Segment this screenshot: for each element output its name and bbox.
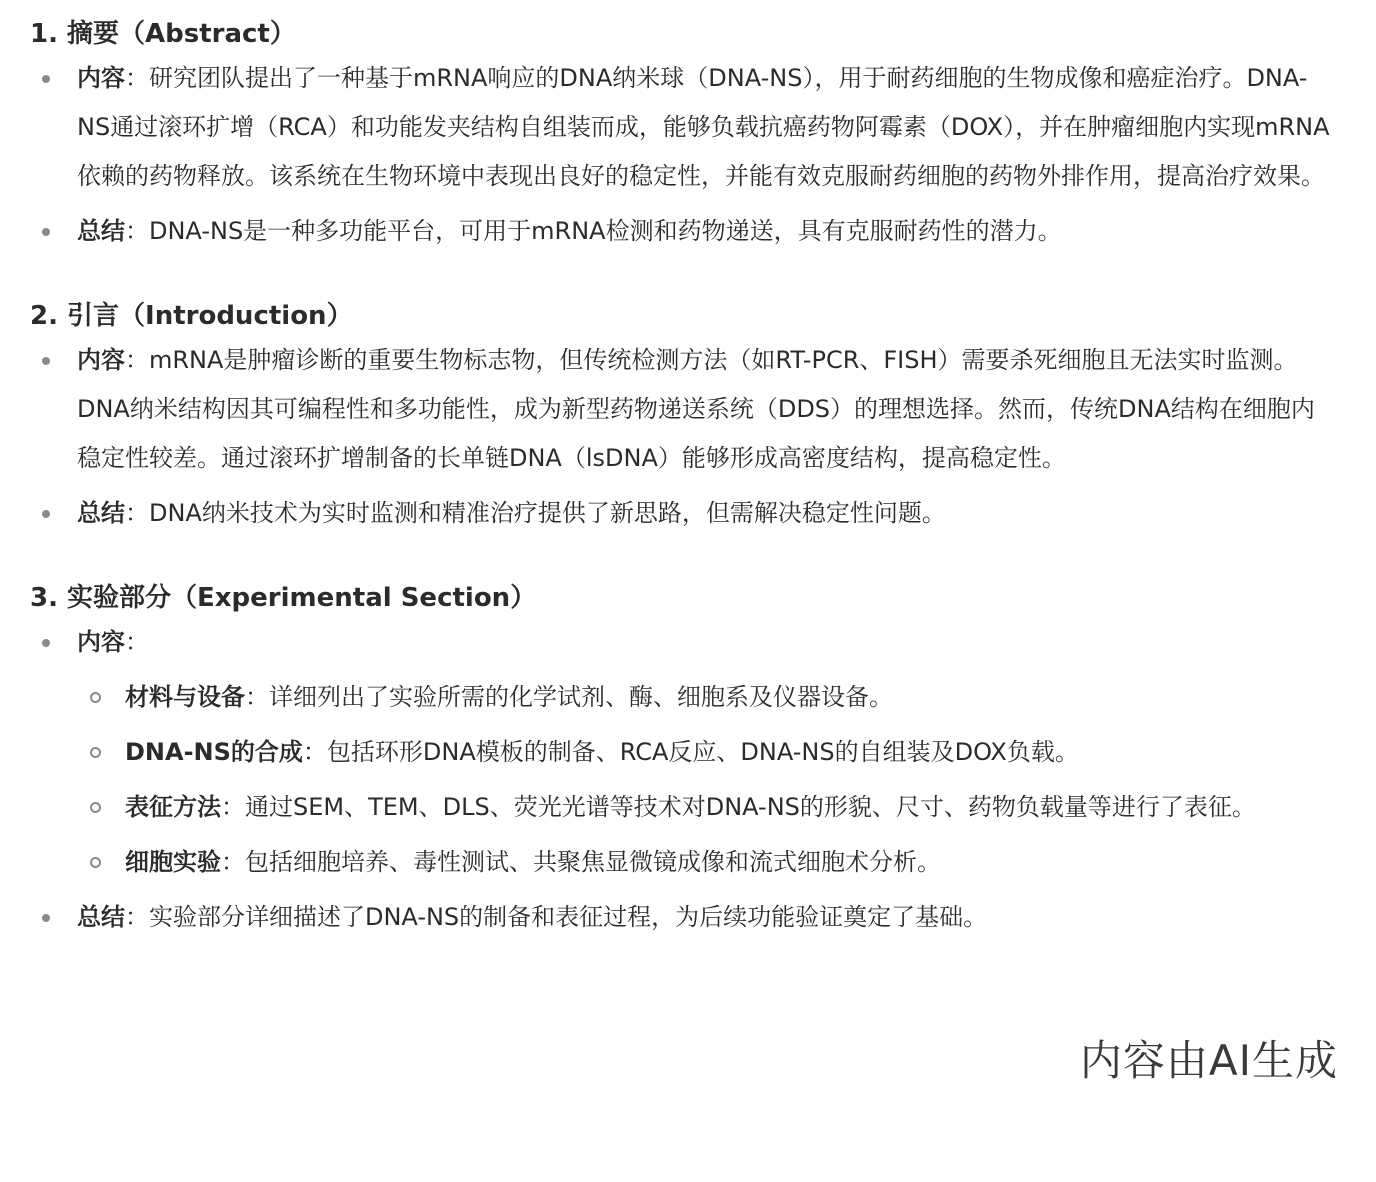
item-separator: ： bbox=[125, 346, 149, 374]
abstract-list bbox=[30, 54, 1330, 256]
item-text: DNA纳米技术为实时监测和精准治疗提供了新思路，但需解决稳定性问题。 bbox=[149, 499, 946, 527]
sub-item-text: 通过SEM、TEM、DLS、荧光光谱等技术对DNA-NS的形貌、尺寸、药物负载量等进行了表征。 bbox=[245, 793, 1256, 821]
list-item bbox=[30, 893, 1330, 942]
list-item bbox=[30, 618, 1330, 887]
list-item bbox=[30, 489, 1330, 538]
item-separator: ： bbox=[125, 64, 149, 92]
sub-item-text: 详细列出了实验所需的化学试剂、酶、细胞系及仪器设备。 bbox=[269, 683, 893, 711]
section-title-experimental: 3. 实验部分（Experimental Section） bbox=[30, 583, 537, 613]
sub-item-text: 包括环形DNA模板的制备、RCA反应、DNA-NS的自组装及DOX负载。 bbox=[326, 738, 1079, 766]
sub-item-text: 包括细胞培养、毒性测试、共聚焦显微镜成像和流式细胞术分析。 bbox=[245, 848, 941, 876]
section-title-introduction: 2. 引言（Introduction） bbox=[30, 301, 353, 331]
item-label: 内容 bbox=[77, 64, 125, 92]
experimental-list bbox=[30, 618, 1330, 942]
sublist-item bbox=[77, 673, 1330, 722]
item-text: DNA-NS是一种多功能平台，可用于mRNA检测和药物递送，具有克服耐药性的潜力。 bbox=[149, 217, 1062, 245]
item-label: 总结 bbox=[77, 903, 125, 931]
item-text: 实验部分详细描述了DNA-NS的制备和表征过程，为后续功能验证奠定了基础。 bbox=[149, 903, 988, 931]
list-item bbox=[30, 207, 1330, 256]
sub-item-label: 细胞实验 bbox=[125, 848, 221, 876]
item-label: 总结 bbox=[77, 217, 125, 245]
item-separator: ： bbox=[125, 499, 149, 527]
item-text: mRNA是肿瘤诊断的重要生物标志物，但传统检测方法（如RT-PCR、FISH）需要杀死细胞且无法实时监测。DNA纳米结构因其可编程性和多功能性，成为新型药物递送系统（DDS）的理想选择。然而，传统DNA结构在细胞内稳定性较差。通过滚环扩增制备的长单链DNA（lsDNA）能够形成高密度结构，提高稳定性。 bbox=[77, 346, 1315, 472]
item-separator: ： bbox=[125, 628, 149, 656]
sub-item-separator: ： bbox=[221, 848, 245, 876]
sub-item-separator: ： bbox=[302, 738, 327, 766]
sub-item-label: 表征方法 bbox=[125, 793, 221, 821]
sub-item-label: DNA-NS的合成 bbox=[125, 738, 303, 766]
item-separator: ： bbox=[125, 217, 149, 245]
sublist-item bbox=[77, 728, 1330, 777]
item-label: 内容 bbox=[77, 346, 125, 374]
section-title-abstract: 1. 摘要（Abstract） bbox=[30, 19, 296, 49]
item-separator: ： bbox=[125, 903, 149, 931]
sublist-item bbox=[77, 838, 1330, 887]
sublist-item bbox=[77, 783, 1330, 832]
experimental-sublist bbox=[77, 673, 1330, 887]
list-item bbox=[30, 54, 1330, 201]
sub-item-separator: ： bbox=[245, 683, 269, 711]
ai-generated-watermark: 内容由AI生成 bbox=[1079, 1036, 1338, 1085]
sub-item-label: 材料与设备 bbox=[125, 683, 245, 711]
item-label: 内容 bbox=[77, 628, 125, 656]
item-text: 研究团队提出了一种基于mRNA响应的DNA纳米球（DNA-NS），用于耐药细胞的生物成像和癌症治疗。DNA-NS通过滚环扩增（RCA）和功能发夹结构自组装而成，能够负载抗癌药物阿霉素（DOX），并在肿瘤细胞内实现mRNA依赖的药物释放。该系统在生物环境中表现出良好的稳定性，并能有效克服耐药细胞的药物外排作用，提高治疗效果。 bbox=[77, 64, 1330, 190]
sub-item-separator: ： bbox=[221, 793, 245, 821]
introduction-list bbox=[30, 336, 1330, 538]
document-body bbox=[30, 0, 1330, 942]
list-item bbox=[30, 336, 1330, 483]
item-label: 总结 bbox=[77, 499, 125, 527]
